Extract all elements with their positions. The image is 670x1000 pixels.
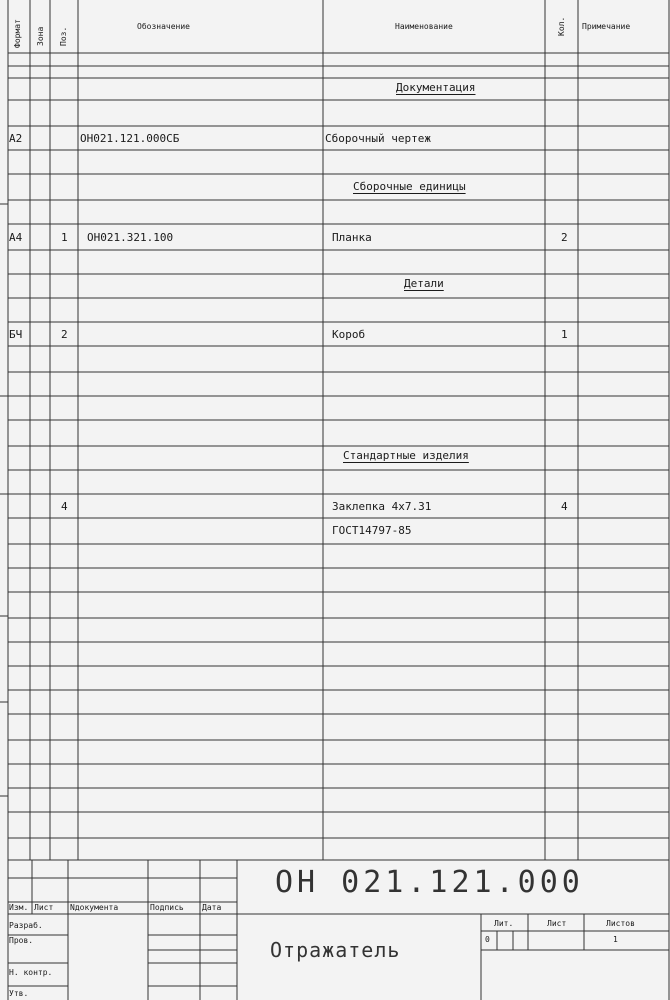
row-designation: ОН021.321.100 — [87, 231, 174, 244]
sheets-value: 1 — [613, 935, 618, 944]
section-documentation: Документация — [396, 81, 476, 94]
row-qty: 4 — [561, 500, 568, 513]
header-zone: Зона — [36, 26, 45, 46]
section-standard-items: Стандартные изделия — [343, 449, 469, 462]
col-izm: Изм. — [9, 903, 29, 912]
row-designation: ОН021.121.000СБ — [80, 132, 180, 145]
sheets-label: Листов — [606, 919, 635, 928]
header-pos: Поз. — [59, 26, 68, 46]
col-date: Дата — [202, 903, 222, 912]
lit-value: 0 — [485, 935, 490, 944]
row-name: Планка — [332, 231, 372, 244]
row-qty: 1 — [561, 328, 568, 341]
header-name: Наименование — [395, 22, 453, 31]
doc-code: ОН 021.121.000 — [275, 865, 584, 900]
sheet-label: Лист — [547, 919, 567, 928]
role-checked: Пров. — [9, 936, 34, 945]
row-qty: 2 — [561, 231, 568, 244]
row-name: ГОСТ14797-85 — [332, 524, 412, 537]
header-format: Формат — [13, 19, 22, 48]
col-ndoc: Nдокумента — [70, 903, 119, 912]
row-pos: 1 — [61, 231, 68, 244]
header-designation: Обозначение — [137, 22, 190, 31]
lit-label: Лит. — [494, 919, 514, 928]
row-name: Короб — [332, 328, 366, 341]
role-developed: Разраб. — [9, 921, 43, 930]
row-name: Сборочный чертеж — [325, 132, 431, 145]
doc-title: Отражатель — [270, 938, 401, 962]
col-list: Лист — [34, 903, 54, 912]
section-parts: Детали — [404, 277, 444, 290]
row-name: Заклепка 4х7.31 — [332, 500, 432, 513]
row-format: БЧ — [9, 328, 23, 341]
row-format: А2 — [9, 132, 23, 145]
col-sign: Подпись — [150, 903, 184, 912]
row-pos: 2 — [61, 328, 68, 341]
header-qty: Кол. — [557, 16, 566, 36]
header-note: Примечание — [582, 22, 631, 31]
role-approved: Утв. — [9, 989, 29, 998]
row-pos: 4 — [61, 500, 68, 513]
role-norm: Н. контр. — [9, 968, 53, 977]
section-assembly-units: Сборочные единицы — [353, 180, 466, 193]
row-format: А4 — [9, 231, 23, 244]
